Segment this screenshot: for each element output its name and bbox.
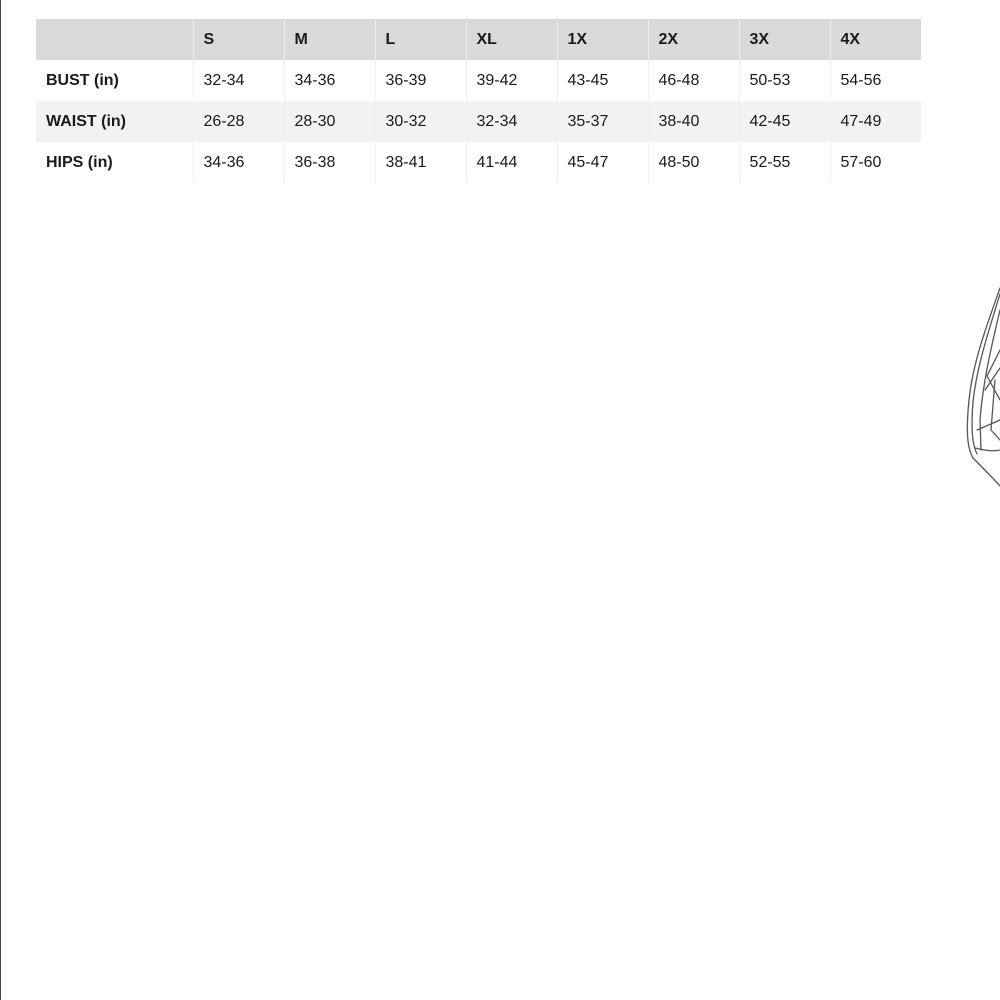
measurement-cell: 39-42 xyxy=(466,60,557,101)
size-header-2x: 2X xyxy=(648,19,739,60)
measurement-cell: 35-37 xyxy=(557,101,648,142)
measurement-cell: 43-45 xyxy=(557,60,648,101)
measurement-cell: 36-39 xyxy=(375,60,466,101)
measurement-cell: 52-55 xyxy=(739,142,830,183)
measurement-cell: 38-41 xyxy=(375,142,466,183)
measurement-cell: 48-50 xyxy=(648,142,739,183)
measurement-cell: 28-30 xyxy=(284,101,375,142)
waist-row xyxy=(36,101,921,142)
measurement-cell: 45-47 xyxy=(557,142,648,183)
hips-row xyxy=(36,142,921,183)
size-header-4x: 4X xyxy=(830,19,921,60)
size-header-1x: 1X xyxy=(557,19,648,60)
measurement-cell: 46-48 xyxy=(648,60,739,101)
measurement-cell: 32-34 xyxy=(466,101,557,142)
measurement-cell: 32-34 xyxy=(193,60,284,101)
measurement-cell: 36-38 xyxy=(284,142,375,183)
measurement-cell: 42-45 xyxy=(739,101,830,142)
measurement-cell: 26-28 xyxy=(193,101,284,142)
row-label: HIPS (in) xyxy=(46,153,113,171)
header-corner-cell xyxy=(36,19,193,60)
measurement-cell: 38-40 xyxy=(648,101,739,142)
size-chart-table xyxy=(36,19,921,183)
measurement-cell: 41-44 xyxy=(466,142,557,183)
size-header-m: M xyxy=(284,19,375,60)
measurement-cell: 50-53 xyxy=(739,60,830,101)
row-label: WAIST (in) xyxy=(36,101,193,142)
garment-sketch-icon xyxy=(955,280,1000,500)
measurement-cell: 54-56 xyxy=(830,60,921,101)
size-header-l: L xyxy=(375,19,466,60)
size-header-row xyxy=(36,19,921,60)
measurement-cell: 47-49 xyxy=(830,101,921,142)
size-header-3x: 3X xyxy=(739,19,830,60)
size-header-s: S xyxy=(193,19,284,60)
page-left-border xyxy=(0,0,1,1000)
measurement-cell: 34-36 xyxy=(193,142,284,183)
size-header-xl: XL xyxy=(466,19,557,60)
measurement-cell: 34-36 xyxy=(284,60,375,101)
measurement-cell: 57-60 xyxy=(830,142,921,183)
row-label: BUST (in) xyxy=(46,71,119,89)
bust-row xyxy=(36,60,921,101)
measurement-cell: 30-32 xyxy=(375,101,466,142)
